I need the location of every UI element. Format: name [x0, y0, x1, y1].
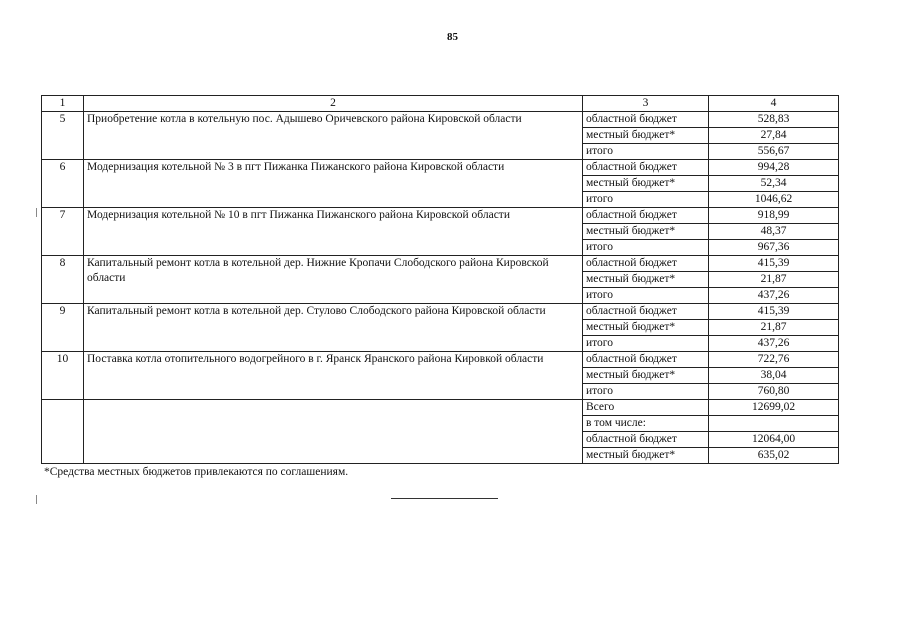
scan-mark: [36, 495, 37, 504]
funding-source: областной бюджет: [583, 256, 709, 272]
project-number: 5: [42, 112, 84, 160]
scan-mark: [36, 208, 37, 217]
project-name: Капитальный ремонт котла в котельной дер. Стулово Слободского района Кировской области: [84, 304, 583, 352]
column-header: 4: [709, 96, 839, 112]
funding-source: местный бюджет*: [583, 224, 709, 240]
funding-amount: 21,87: [709, 272, 839, 288]
table-row: [42, 208, 839, 224]
funding-amount: 528,83: [709, 112, 839, 128]
totals-label: областной бюджет: [583, 432, 709, 448]
funding-source: местный бюджет*: [583, 176, 709, 192]
funding-amount: 556,67: [709, 144, 839, 160]
table-row: [42, 160, 839, 176]
funding-amount: 437,26: [709, 336, 839, 352]
totals-row: [42, 400, 839, 416]
funding-amount: 967,36: [709, 240, 839, 256]
funding-amount: 722,76: [709, 352, 839, 368]
project-name: Приобретение котла в котельную пос. Адышево Оричевского района Кировской области: [84, 112, 583, 160]
funding-amount: 27,84: [709, 128, 839, 144]
footnote: *Средства местных бюджетов привлекаются по соглашениям.: [44, 466, 349, 478]
funding-source: местный бюджет*: [583, 128, 709, 144]
funding-amount: 415,39: [709, 304, 839, 320]
totals-label: местный бюджет*: [583, 448, 709, 464]
funding-amount: 38,04: [709, 368, 839, 384]
separator-line: [391, 498, 498, 499]
totals-label: в том числе:: [583, 416, 709, 432]
table-header-row: [42, 96, 839, 112]
column-header: 3: [583, 96, 709, 112]
funding-amount: 760,80: [709, 384, 839, 400]
project-name: Поставка котла отопительного водогрейного в г. Яранск Яранского района Кировкой области: [84, 352, 583, 400]
funding-amount: 918,99: [709, 208, 839, 224]
funding-source: итого: [583, 288, 709, 304]
funding-source: областной бюджет: [583, 160, 709, 176]
budget-table: [41, 95, 839, 464]
funding-source: итого: [583, 144, 709, 160]
totals-amount: 635,02: [709, 448, 839, 464]
funding-amount: 994,28: [709, 160, 839, 176]
table-row: [42, 256, 839, 272]
project-number: 10: [42, 352, 84, 400]
funding-source: областной бюджет: [583, 112, 709, 128]
totals-label: Всего: [583, 400, 709, 416]
totals-amount: 12064,00: [709, 432, 839, 448]
funding-source: итого: [583, 192, 709, 208]
funding-source: местный бюджет*: [583, 272, 709, 288]
project-number: 7: [42, 208, 84, 256]
project-name: Модернизация котельной № 3 в пгт Пижанка Пижанского района Кировской области: [84, 160, 583, 208]
project-number: 8: [42, 256, 84, 304]
project-number: 6: [42, 160, 84, 208]
funding-amount: 21,87: [709, 320, 839, 336]
totals-empty-cell: [84, 400, 583, 464]
column-header: 2: [84, 96, 583, 112]
project-name: Модернизация котельной № 10 в пгт Пижанка Пижанского района Кировской области: [84, 208, 583, 256]
totals-amount: 12699,02: [709, 400, 839, 416]
funding-source: областной бюджет: [583, 208, 709, 224]
funding-source: итого: [583, 240, 709, 256]
table-row: [42, 304, 839, 320]
table-row: [42, 112, 839, 128]
funding-source: местный бюджет*: [583, 320, 709, 336]
project-number: 9: [42, 304, 84, 352]
funding-amount: 52,34: [709, 176, 839, 192]
funding-amount: 437,26: [709, 288, 839, 304]
table-row: [42, 352, 839, 368]
funding-source: областной бюджет: [583, 304, 709, 320]
funding-amount: 1046,62: [709, 192, 839, 208]
funding-source: итого: [583, 336, 709, 352]
funding-source: областной бюджет: [583, 352, 709, 368]
funding-amount: 48,37: [709, 224, 839, 240]
funding-source: итого: [583, 384, 709, 400]
page-number: 85: [447, 31, 458, 43]
funding-amount: 415,39: [709, 256, 839, 272]
funding-source: местный бюджет*: [583, 368, 709, 384]
column-header: 1: [42, 96, 84, 112]
totals-amount: [709, 416, 839, 432]
project-name: Капитальный ремонт котла в котельной дер. Нижние Кропачи Слободского района Кировской области: [84, 256, 583, 304]
totals-empty-cell: [42, 400, 84, 464]
